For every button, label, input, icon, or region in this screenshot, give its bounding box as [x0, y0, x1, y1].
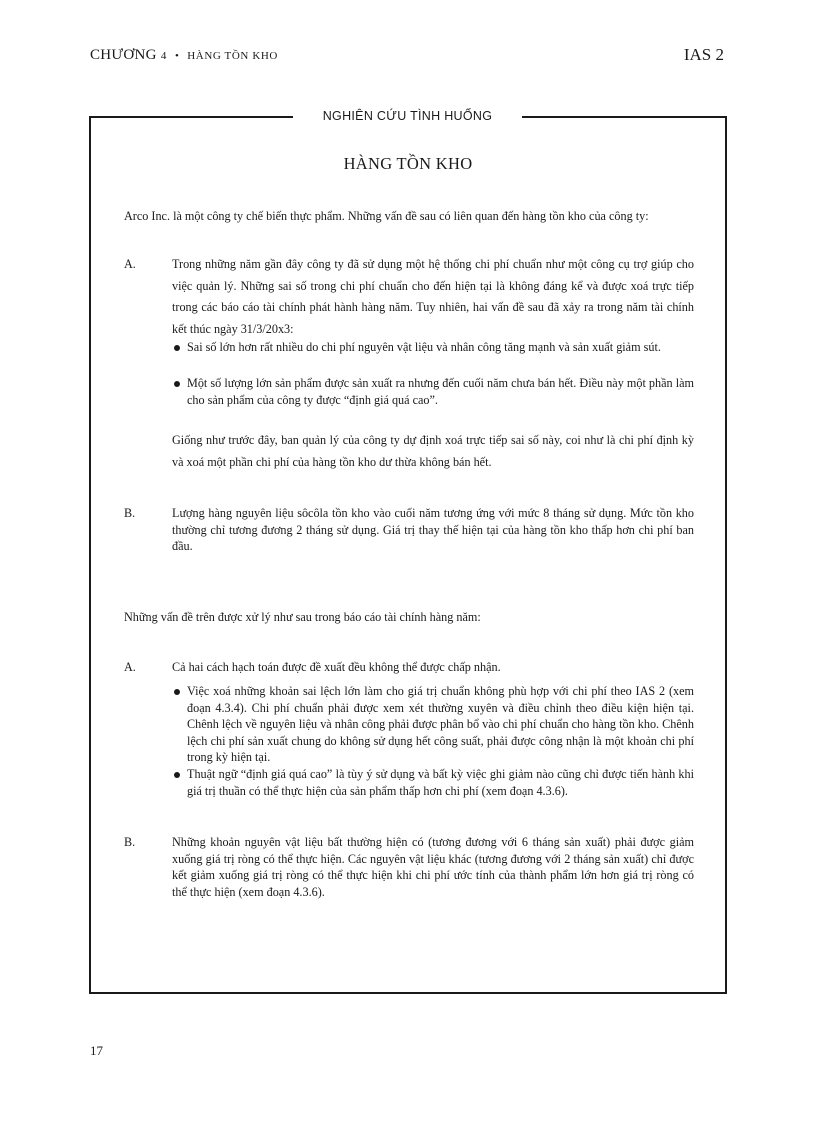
bullet-dot: [174, 689, 180, 695]
chapter-title: HÀNG TỒN KHO: [187, 50, 278, 62]
case-study-title: HÀNG TỒN KHO: [343, 154, 473, 173]
resolution-a-bullet-1: Việc xoá những khoản sai lệch lớn làm cho giá trị chuẩn không phù hợp với chi phí theo IAS 2 (xem đoạn 4.3.4). Chi phí chuẩn phải được xem xét thường xuyên và điều chỉnh theo điều kiện hiện tại. Chênh lệch về nguyên liệu và nhân công phải được phân bổ vào chi phí chuẩn cho hàng tồn kho. Chênh lệch chi phí sản xuất chung do không sử dụng hết công suất, phải được công nhận là một khoản chi phí trong kỳ hiện tại.: [187, 684, 694, 764]
bullet-dot: [174, 772, 180, 778]
issue-a-bullet-1: Sai số lớn hơn rất nhiều do chi phí nguyên vật liệu và nhân công tăng mạnh và sản xuất giảm sút.: [187, 340, 661, 354]
page-number: 17: [90, 1043, 103, 1058]
resolution-b-text: Những khoản nguyên vật liệu bất thường hiện có (tương đương với 6 tháng sản xuất) phải được giảm xuống giá trị ròng có thể thực hiện. Các nguyên vật liệu khác (tương đương với 2 tháng sản xuất) chỉ được kết giảm xuống giá trị ròng có thể thực hiện khi chi phí ước tính của thành phẩm lớn hơn giá trị ròng có thể thực hiện (xem đoạn 4.3.6).: [172, 835, 694, 899]
issue-b-marker: B.: [124, 506, 136, 520]
running-header-standard: IAS 2: [683, 45, 724, 64]
issue-a-text: Trong những năm gần đây công ty đã sử dụng một hệ thống chi phí chuẩn như một công cụ trợ giúp cho việc quản lý. Những sai số trong chi phí chuẩn cho đến hiện tại là không đáng kể và được xoá trực tiếp trong các báo cáo tài chính phát hành hàng năm. Tuy nhiên, hai vấn đề sau đã xảy ra trong năm tài chính kết thúc ngày 31/3/20x3:: [172, 257, 694, 336]
chapter-word: CHƯƠNG: [90, 47, 157, 63]
resolution-a-bullet-2: Thuật ngữ “định giá quá cao” là tùy ý sử dụng và bất kỳ việc ghi giảm nào cũng chỉ được tiến hành khi giá trị thuần có thể thực hiện của sản phẩm thấp hơn chi phí (xem đoạn 4.3.6).: [187, 767, 694, 798]
bullet-dot: [174, 381, 180, 387]
intro-paragraph: Arco Inc. là một công ty chế biến thực phẩm. Những vấn đề sau có liên quan đến hàng tồn kho của công ty:: [124, 209, 649, 223]
running-header-chapter: [90, 47, 278, 64]
issue-b-text: Lượng hàng nguyên liệu sôcôla tồn kho vào cuối năm tương ứng với mức 8 tháng sử dụng. Mức tồn kho thường chỉ tương đương 2 tháng sử dụng. Giá trị thay thế hiện tại của hàng tồn kho thấp hơn chi phí ban đầu.: [172, 506, 694, 553]
header-bullet: •: [175, 50, 180, 62]
issue-a-closing: Giống như trước đây, ban quản lý của công ty dự định xoá trực tiếp sai số này, coi như là chi phí định kỳ và xoá một phần chi phí của hàng tồn kho dư thừa không bán hết.: [172, 433, 694, 469]
resolution-b-marker: B.: [124, 835, 136, 849]
resolution-intro: Những vấn đề trên được xử lý như sau trong báo cáo tài chính hàng năm:: [124, 610, 481, 624]
resolution-a-marker: A.: [124, 660, 136, 674]
case-study-label: NGHIÊN CỨU TÌNH HUỐNG: [293, 106, 522, 126]
issue-a-marker: A.: [124, 257, 136, 271]
bullet-dot: [174, 345, 180, 351]
chapter-number: 4: [160, 50, 167, 62]
resolution-a-text: Cả hai cách hạch toán được đề xuất đều không thể được chấp nhận.: [172, 660, 501, 674]
issue-a-bullet-2: Một số lượng lớn sản phẩm được sản xuất ra nhưng đến cuối năm chưa bán hết. Điều này một phần làm cho sản phẩm của công ty được “định giá quá cao”.: [187, 376, 694, 407]
